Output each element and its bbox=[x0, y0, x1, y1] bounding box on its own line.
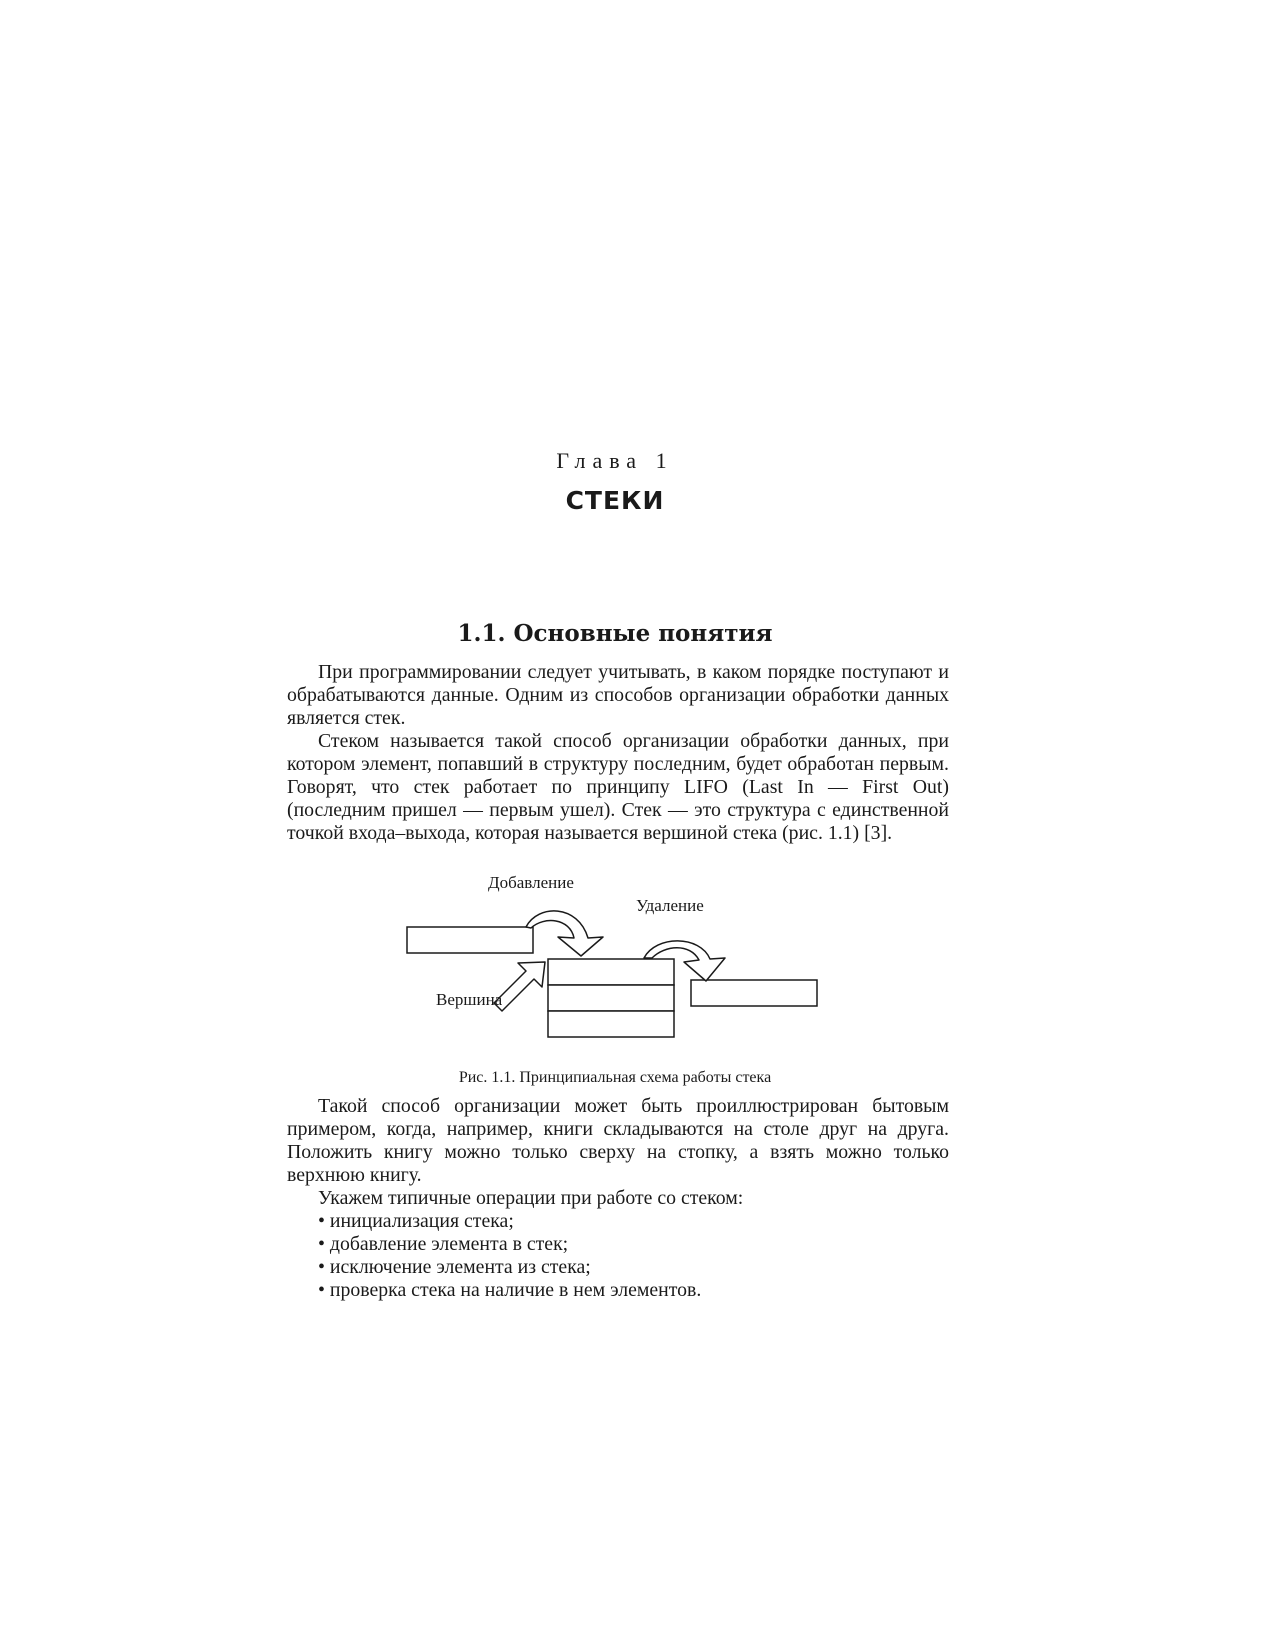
label-top: Вершина bbox=[436, 990, 503, 1009]
paragraph-3: Такой способ организации может быть проиллюстрирован бытовым примером, когда, например, книги складываются на столе друг на друга. Положить книгу можно только сверху на стопку, а взять можно только верхнюю книгу. bbox=[287, 1095, 949, 1186]
label-add: Добавление bbox=[488, 873, 574, 892]
stack-diagram bbox=[400, 890, 840, 1060]
chapter-label: Глава 1 bbox=[556, 448, 674, 473]
paragraph-4: Укажем типичные операции при работе со стеком: bbox=[318, 1187, 744, 1209]
paragraph-1: При программировании следует учитывать, в каком порядке поступают и обрабатываются данные. Одним из способов организации обработки данных является стек. bbox=[287, 661, 949, 729]
list-item: • инициализация стека; bbox=[318, 1210, 949, 1233]
figure-caption: Рис. 1.1. Принципиальная схема работы стека bbox=[458, 1069, 772, 1086]
list-item: • проверка стека на наличие в нем элементов. bbox=[318, 1279, 949, 1302]
stack-cell-middle bbox=[548, 985, 674, 1011]
intro-text bbox=[287, 661, 949, 845]
outgoing-element-box bbox=[691, 980, 817, 1006]
stack-cell-top bbox=[548, 959, 674, 985]
chapter-title: СТЕКИ bbox=[565, 486, 665, 515]
paragraph-2: Стеком называется такой способ организации обработки данных, при котором элемент, попавший в структуру последним, будет обработан первым. Говорят, что стек работает по принципу LIFO (Last In — First Out) (последним пришел — первым ушел). Стек — это структура с единственной точкой входа–выхода, которая называется вершиной стека (рис. 1.1) [3]. bbox=[287, 730, 949, 844]
operations-list bbox=[287, 1210, 949, 1302]
list-item: • исключение элемента из стека; bbox=[318, 1256, 949, 1279]
stack-figure bbox=[400, 873, 840, 1060]
list-item: • добавление элемента в стек; bbox=[318, 1233, 949, 1256]
body-text bbox=[287, 1095, 949, 1302]
incoming-element-box bbox=[407, 927, 533, 953]
stack-cell-bottom bbox=[548, 1011, 674, 1037]
label-remove: Удаление bbox=[636, 896, 704, 915]
section-title: 1.1. Основные понятия bbox=[457, 620, 773, 647]
push-arrow-icon bbox=[526, 911, 603, 956]
